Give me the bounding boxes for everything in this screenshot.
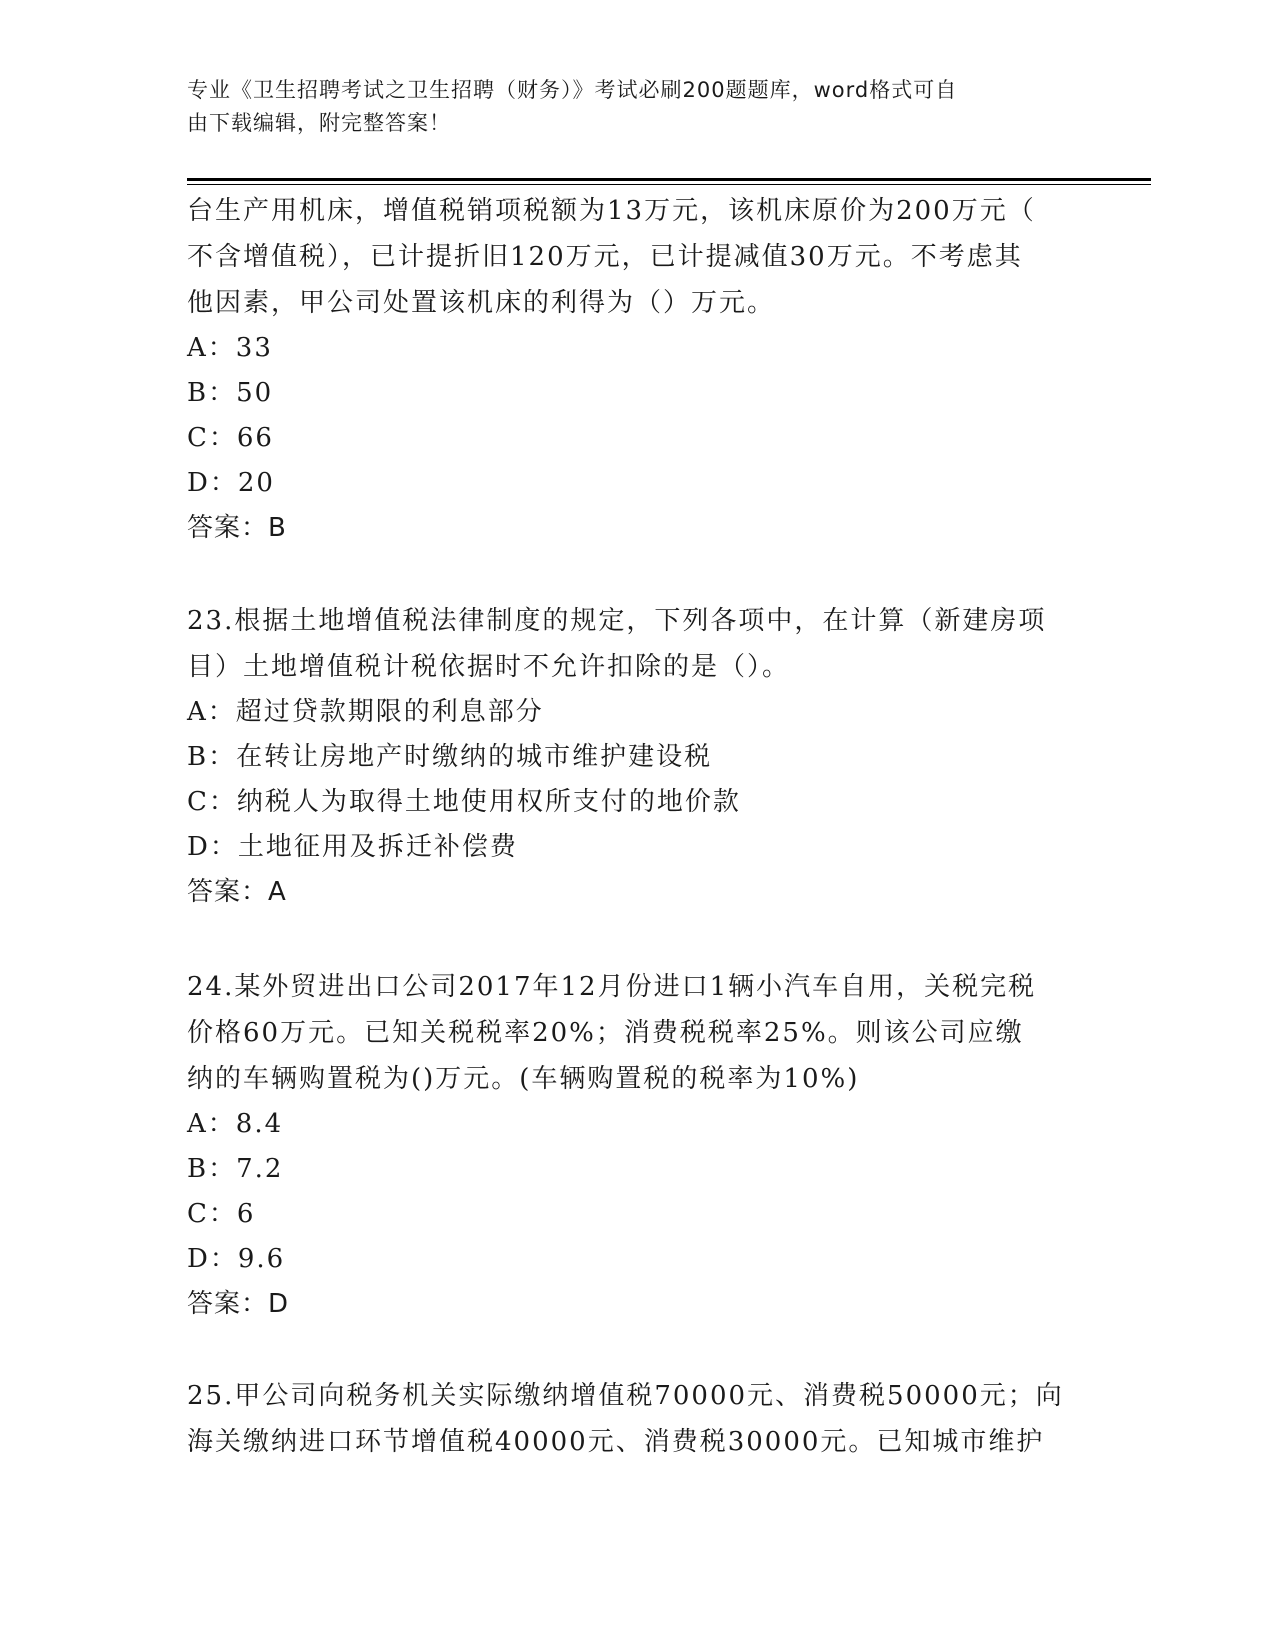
question-text-line: 价格60万元。已知关税税率20%；消费税税率25%。则该公司应缴 (187, 1018, 1024, 1048)
question-text-line: 纳的车辆购置税为()万元。(车辆购置税的税率为10%) (187, 1064, 860, 1094)
question-text-line: 海关缴纳进口环节增值税40000元、消费税30000元。已知城市维护 (187, 1427, 1045, 1457)
question-text-line: 25.甲公司向税务机关实际缴纳增值税70000元、消费税50000元；向 (187, 1381, 1064, 1411)
answer-line: 答案：B (187, 513, 287, 543)
question-text-line: 他因素，甲公司处置该机床的利得为（）万元。 (187, 288, 776, 318)
option-c: C：6 (187, 1199, 256, 1229)
answer-line: 答案：A (187, 877, 287, 907)
question-22 (187, 188, 1087, 551)
question-text-line: 不含增值税），已计提折旧120万元，已计提减值30万元。不考虑其 (187, 242, 1023, 272)
question-text-line: 23.根据土地增值税法律制度的规定，下列各项中，在计算（新建房项 (187, 606, 1047, 636)
option-c: C：66 (187, 423, 274, 453)
option-a: A：超过贷款期限的利息部分 (187, 697, 544, 727)
option-b: B：7.2 (187, 1154, 284, 1184)
option-c: C：纳税人为取得土地使用权所支付的地价款 (187, 787, 741, 817)
header-rule-thin (187, 184, 1151, 185)
option-d: D：9.6 (187, 1244, 286, 1274)
header-line-1: 专业《卫生招聘考试之卫生招聘（财务）》考试必刷200题题库，word格式可自 (187, 78, 958, 102)
question-23 (187, 598, 1087, 915)
question-text-line: 24.某外贸进出口公司2017年12月份进口1辆小汽车自用，关税完税 (187, 972, 1037, 1002)
header-line-2: 由下载编辑，附完整答案！ (187, 111, 451, 135)
question-text-line: 台生产用机床，增值税销项税额为13万元，该机床原价为200万元（ (187, 196, 1036, 226)
option-d: D：20 (187, 468, 275, 498)
option-b: B：在转让房地产时缴纳的城市维护建设税 (187, 742, 713, 772)
question-text-line: 目）土地增值税计税依据时不允许扣除的是（）。 (187, 652, 791, 682)
option-b: B：50 (187, 378, 274, 408)
question-25 (187, 1373, 1087, 1465)
document-header (187, 74, 1067, 140)
answer-line: 答案：D (187, 1289, 290, 1319)
header-rule-thick (187, 178, 1151, 181)
option-a: A：33 (187, 333, 273, 363)
question-24 (187, 964, 1087, 1327)
option-d: D：土地征用及拆迁补偿费 (187, 832, 518, 862)
option-a: A：8.4 (187, 1109, 284, 1139)
